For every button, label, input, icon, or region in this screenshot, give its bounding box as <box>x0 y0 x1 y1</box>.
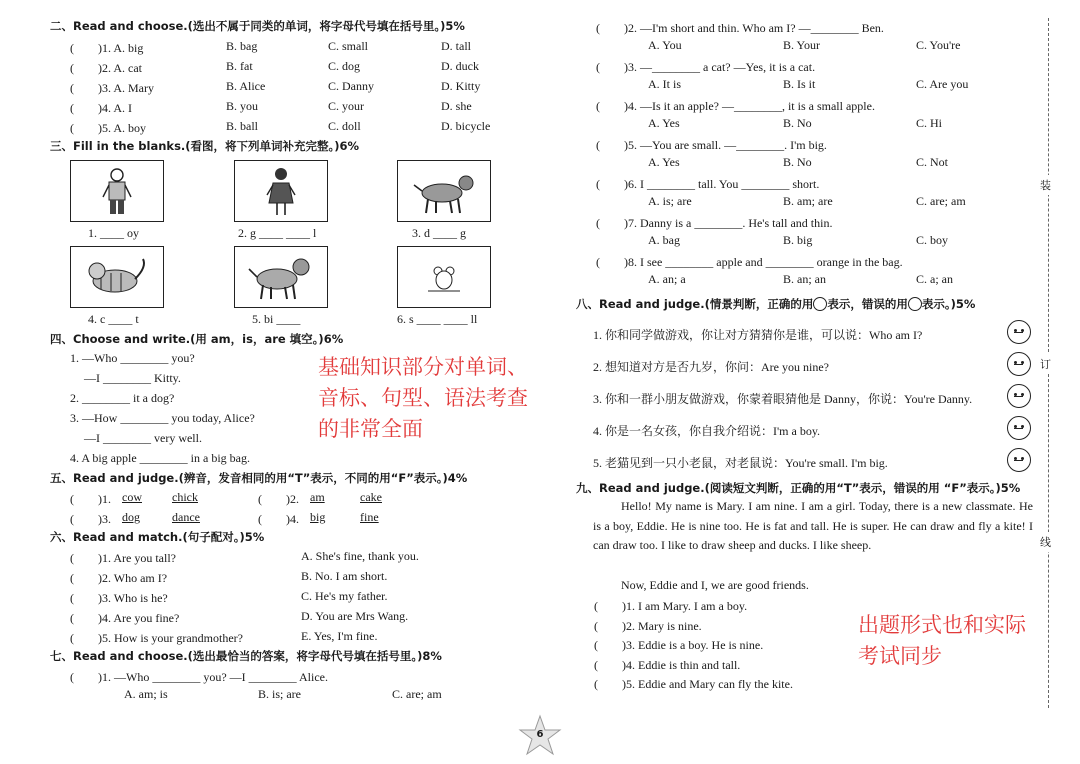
s7-option-b: B. No <box>783 155 812 169</box>
s5-item-number: ( )2. <box>258 492 299 506</box>
s7-option-c: C. boy <box>916 233 949 247</box>
s2-option-d: D. tall <box>441 39 471 53</box>
s7-option-a: A. Yes <box>648 155 680 169</box>
section-3-title: 三、Fill in the blanks.(看图，将下列单词补充完整。)6% <box>50 139 360 153</box>
s6-answer: E. Yes, I'm fine. <box>301 629 378 643</box>
s2-option-c: C. dog <box>328 59 361 73</box>
caption-4: 4. c ____ t <box>88 312 139 326</box>
s7-question: ( )8. I see ________ apple and ________ orange in the bag. <box>596 255 903 269</box>
smiley-face-icon <box>813 297 827 311</box>
s6-answer: B. No. I am short. <box>301 569 388 583</box>
s2-option-a: ( )1. A. big <box>70 41 144 55</box>
s4-line-3: 2. ________ it a dog? <box>70 391 175 405</box>
s4-line-4: 3. —How ________ you today, Alice? <box>70 411 255 425</box>
s7-question: ( )3. —________ a cat? —Yes, it is a cat. <box>596 60 816 74</box>
answer-face-icon[interactable] <box>1007 352 1031 376</box>
s2-option-a: ( )2. A. cat <box>70 61 142 75</box>
s7-option-c: C. Hi <box>916 116 943 130</box>
picture-boy <box>70 160 164 222</box>
section-7-title: 七、Read and choose.(选出最恰当的答案，将字母代号填在括号里。)8% <box>50 649 442 663</box>
s5-word-1: big <box>310 510 326 524</box>
section-9-title: 九、Read and judge.(阅读短文判断，正确的用“T”表示，错误的用 “F”表示。)5% <box>576 481 1021 495</box>
caption-5: 5. bi ____ <box>252 312 301 326</box>
picture-dog-2 <box>234 246 328 308</box>
answer-face-icon[interactable] <box>1007 448 1031 472</box>
s2-option-b: B. ball <box>226 119 258 133</box>
picture-dog <box>397 160 491 222</box>
s6-question: ( )1. Are you tall? <box>70 551 176 565</box>
s2-option-c: C. your <box>328 99 364 113</box>
s8-situation: 1. 你和同学做游戏，你让对方猜猜你是谁，可以说：Who am I? <box>593 328 923 342</box>
s5-word-1: cow <box>122 490 142 504</box>
s7-option-b: B. Is it <box>783 77 816 91</box>
s4-line-6: 4. A big apple ________ in a big bag. <box>70 451 250 465</box>
s7-question: ( )5. —You are small. —________. I'm big. <box>596 138 827 152</box>
s6-question: ( )3. Who is he? <box>70 591 168 605</box>
s4-line-5: —I ________ very well. <box>84 431 202 445</box>
section-5-title: 五、Read and judge.(辨音，发音相同的用“T”表示，不同的用“F”表示。)4% <box>50 471 468 485</box>
s8-situation: 3. 你和一群小朋友做游戏，你蒙着眼猜他是 Danny，你说：You're Danny. <box>593 392 973 406</box>
s2-option-c: C. Danny <box>328 79 374 93</box>
s7-option-b: B. am; are <box>783 194 833 208</box>
s5-word-1: dog <box>122 510 140 524</box>
section-8-title: 八、Read and judge.(情景判断，正确的用 表示，错误的用 表示。)5% <box>576 297 976 311</box>
s5-item-number: ( )4. <box>258 512 299 526</box>
s2-option-b: B. Alice <box>226 79 266 93</box>
s2-option-d: D. Kitty <box>441 79 481 93</box>
s7-option-a: A. an; a <box>648 272 686 286</box>
s7-option-c: C. You're <box>916 38 961 52</box>
s2-option-a: ( )5. A. boy <box>70 121 146 135</box>
section-6-title: 六、Read and match.(句子配对。)5% <box>50 530 265 544</box>
reading-passage-end: Now, Eddie and I, we are good friends. <box>621 578 809 592</box>
s7-option-b: B. an; an <box>783 272 826 286</box>
s7-option-c: C. are; am <box>916 194 966 208</box>
annotation-left: 基础知识部分对单词、 音标、句型、语法考查 的非常全面 <box>318 355 528 441</box>
s7-option-c: C. Are you <box>916 77 969 91</box>
section-4-title: 四、Choose and write.(用 am，is，are 填空。)6% <box>50 332 344 346</box>
s9-statement: ( )2. Mary is nine. <box>594 618 702 633</box>
binding-label-2: 订 <box>1040 354 1051 374</box>
answer-face-icon[interactable] <box>1007 320 1031 344</box>
s6-question: ( )2. Who am I? <box>70 571 168 585</box>
s7-option-b: B. is; are <box>258 687 301 701</box>
caption-6: 6. s ____ ____ ll <box>397 312 478 326</box>
s7-option-a: A. You <box>648 38 682 52</box>
s5-word-2: cake <box>360 490 382 504</box>
s6-answer: A. She's fine, thank you. <box>301 549 419 563</box>
s7-question: ( )4. —Is it an apple? —________, it is a small apple. <box>596 99 875 113</box>
s7-option-a: A. is; are <box>648 194 692 208</box>
section-2-title: 二、Read and choose.(选出不属于同类的单词，将字母代号填在括号里。)5% <box>50 19 465 33</box>
page-number: 6 <box>536 729 544 740</box>
s6-answer: C. He's my father. <box>301 589 388 603</box>
binding-label-1: 装 <box>1040 175 1051 195</box>
s5-item-number: ( )1. <box>70 492 111 506</box>
s8-situation: 4. 你是一名女孩，你自我介绍说：I'm a boy. <box>593 424 821 438</box>
s5-word-2: chick <box>172 490 198 504</box>
s7-option-c: C. a; an <box>916 272 953 286</box>
picture-girl <box>234 160 328 222</box>
sad-face-icon <box>908 297 922 311</box>
s7-option-a: A. am; is <box>124 687 168 701</box>
s6-question: ( )5. How is your grandmother? <box>70 631 243 645</box>
s2-option-b: B. fat <box>226 59 253 73</box>
s8-situation: 5. 老猫见到一只小老鼠，对老鼠说：You're small. I'm big. <box>593 456 888 470</box>
s9-statement: ( )5. Eddie and Mary can fly the kite. <box>594 677 793 692</box>
s7-option-a: A. It is <box>648 77 681 91</box>
caption-3: 3. d ____ g <box>412 226 466 240</box>
answer-face-icon[interactable] <box>1007 416 1031 440</box>
s7-question: ( )2. —I'm short and thin. Who am I? —________ Ben. <box>596 21 884 35</box>
s5-word-2: fine <box>360 510 379 524</box>
picture-cat <box>70 246 164 308</box>
annotation-right: 出题形式也和实际 考试同步 <box>858 613 1026 668</box>
s2-option-a: ( )3. A. Mary <box>70 81 154 95</box>
s7-option-c: C. Not <box>916 155 949 169</box>
binding-label-3: 线 <box>1040 532 1051 552</box>
s6-answer: D. You are Mrs Wang. <box>301 609 409 623</box>
s7-question: ( )7. Danny is a ________. He's tall and thin. <box>596 216 833 230</box>
s9-statement: ( )1. I am Mary. I am a boy. <box>594 599 748 613</box>
s7-option-b: B. big <box>783 233 813 247</box>
s5-word-1: am <box>310 490 325 504</box>
s9-statement: ( )3. Eddie is a boy. He is nine. <box>594 638 764 653</box>
s7-option-c: C. are; am <box>392 687 442 701</box>
reading-passage: Hello! My name is Mary. I am nine. I am a girl. Today, there is a new classmate. He is a boy, Eddie. He is nine too. He is fat and tall. He is super. He can draw and fly a kite! I can draw too. I like to draw sheep and ducks. I like sheep. <box>593 499 1033 552</box>
s2-option-d: D. bicycle <box>441 119 491 133</box>
s2-option-b: B. you <box>226 99 259 113</box>
s2-option-b: B. bag <box>226 39 258 53</box>
s4-line-2: —I ________ Kitty. <box>84 371 181 385</box>
s9-statement: ( )4. Eddie is thin and tall. <box>594 657 741 672</box>
s8-situation: 2. 想知道对方是否九岁，你问：Are you nine? <box>593 360 829 374</box>
s7-option-b: B. Your <box>783 38 821 52</box>
s2-option-d: D. duck <box>441 59 479 73</box>
s2-option-c: C. doll <box>328 119 361 133</box>
s7-option-a: A. bag <box>648 233 680 247</box>
caption-2: 2. g ____ ____ l <box>238 226 317 240</box>
s6-question: ( )4. Are you fine? <box>70 611 180 625</box>
s4-line-1: 1. —Who ________ you? <box>70 351 195 365</box>
s7-question: ( )6. I ________ tall. You ________ short. <box>596 177 820 191</box>
caption-1: 1. ____ oy <box>88 226 139 240</box>
s2-option-d: D. she <box>441 99 472 113</box>
s7-option-b: B. No <box>783 116 812 130</box>
s5-word-2: dance <box>172 510 200 524</box>
picture-mouse <box>397 246 491 308</box>
s5-item-number: ( )3. <box>70 512 111 526</box>
s7-option-a: A. Yes <box>648 116 680 130</box>
s2-option-a: ( )4. A. I <box>70 101 132 115</box>
s7-question: ( )1. —Who ________ you? —I ________ Alice. <box>70 670 328 684</box>
answer-face-icon[interactable] <box>1007 384 1031 408</box>
s2-option-c: C. small <box>328 39 369 53</box>
